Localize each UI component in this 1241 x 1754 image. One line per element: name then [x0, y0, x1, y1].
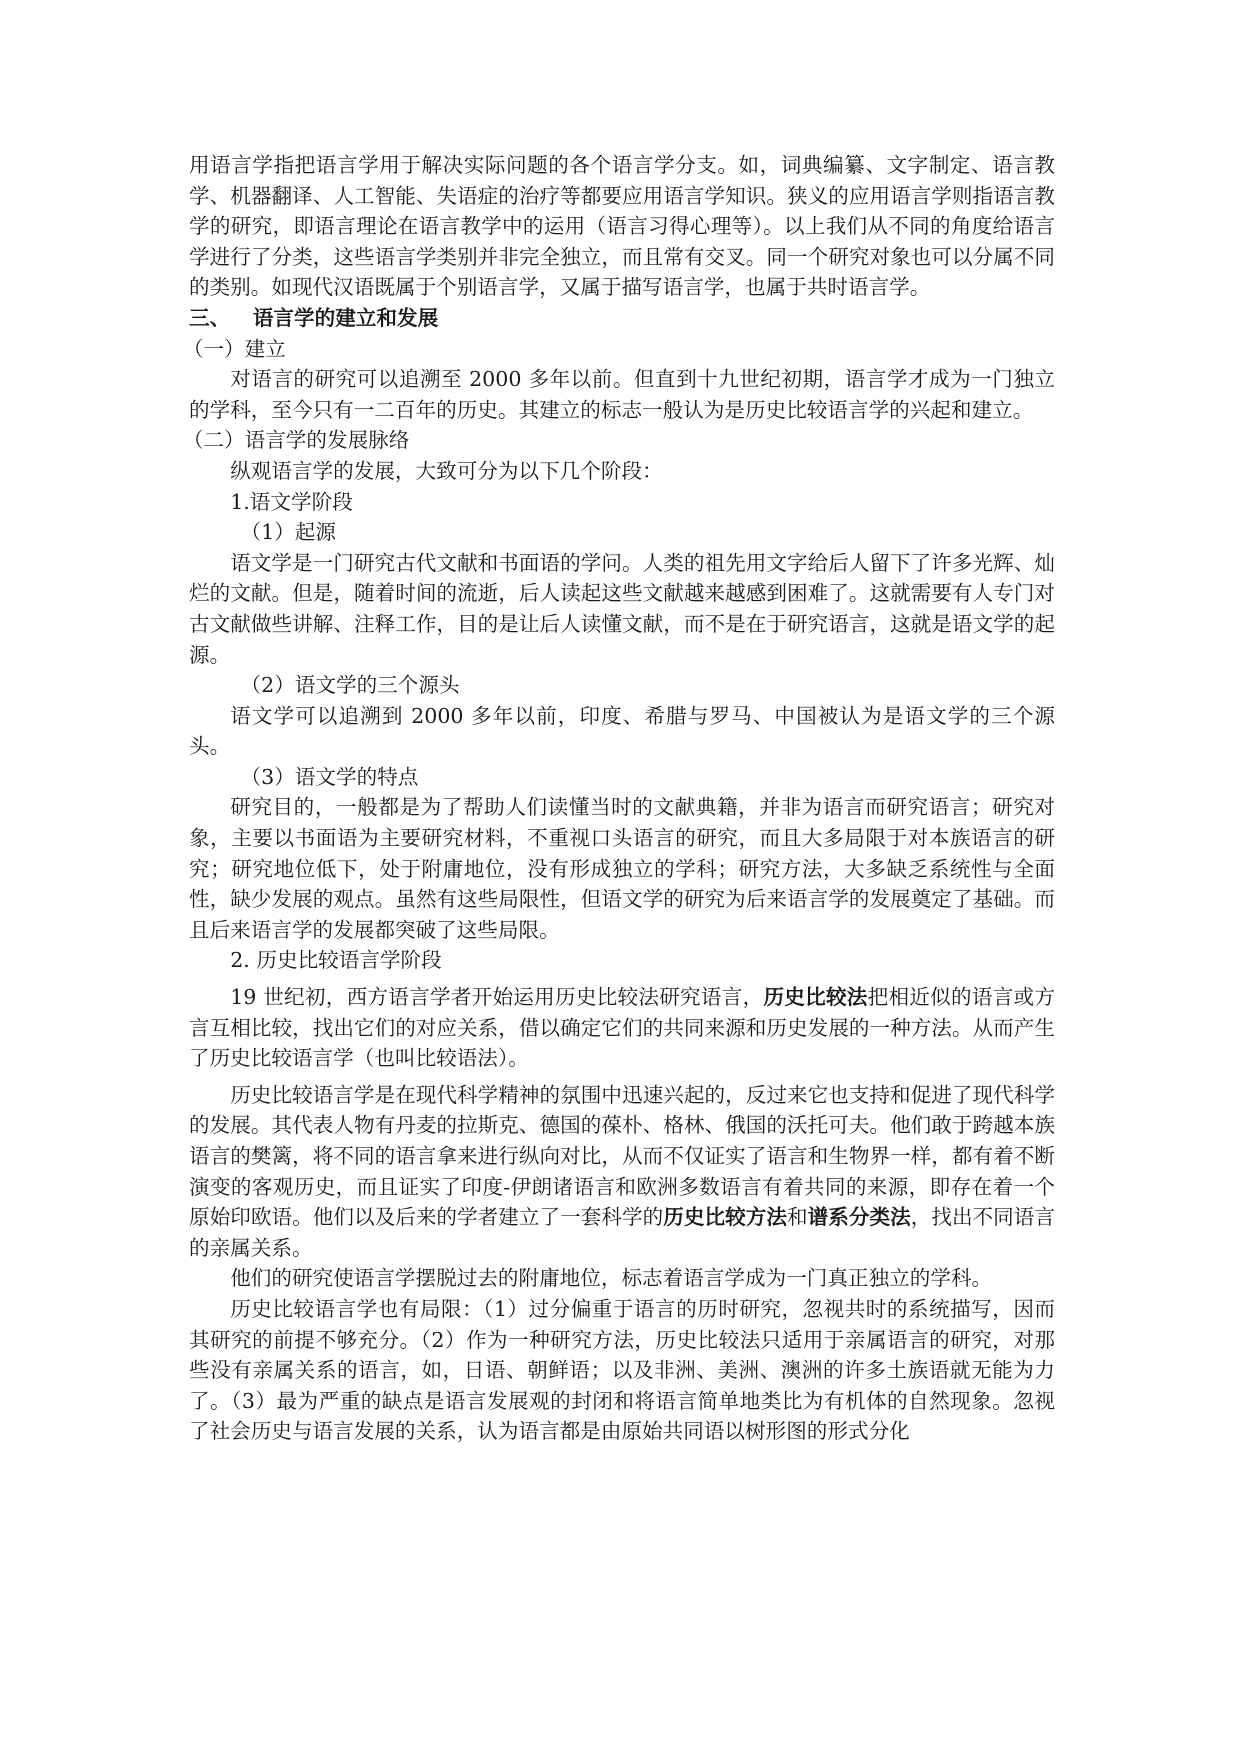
term-comparative-methods: 历史比较方法 [663, 1205, 787, 1230]
section-title: 语言学的建立和发展 [252, 305, 439, 330]
paragraph-stages-intro: 纵观语言学的发展，大致可分为以下几个阶段： [230, 458, 663, 483]
text-run: 历史比较语言学是在现代科学精神的氛围中迅速兴起的，反过来它也支持和促进了现代科学的发展。其代表人物有丹麦的拉斯克、德国的葆朴、格林、俄国的沃托可夫。他们敢于跨越本族语言的樊篱，将不同的语言拿来进行纵向对比，从而不仅证实了语言和生物界一样，都有着不断演变的客观历史，而且证实了印度-伊朗诸语言和欧洲多数语言有着共同的来源，即存在着一个原始印欧语。他们以及后来的学者建立了一套科学的 [189, 1082, 1055, 1230]
paragraph-independent-discipline: 他们的研究使语言学摆脱过去的附庸地位，标志着语言学成为一门真正独立的学科。 [230, 1266, 993, 1291]
text-run: 和 [786, 1205, 808, 1230]
subsection-development: （二）语言学的发展脉络 [182, 428, 410, 453]
text-run: 19 世纪初，西方语言学者开始运用历史比较法研究语言， [230, 985, 764, 1010]
item-origin-heading: （1）起源 [240, 520, 336, 545]
paragraph-origin: 语文学是一门研究古代文献和书面语的学问。人类的祖先用文字给后人留下了许多光辉、灿烂的文献。但是，随着时间的流逝，后人读起这些文献越来越感到困难了。这就需要有人专门对古文献做些讲解、注释工作，目的是让后人读懂文献，而不是在于研究语言，这就是语文学的起源。 [189, 550, 1055, 667]
text-run: 把相近似的语言或方言互相比较，找出它们的对应关系，借以确定它们的共同来源和历史发展的一种方法。从而产生了历史比较语言学（也叫比较语法）。 [189, 985, 1055, 1071]
paragraph-three-sources: 语文学可以追溯到 2000 多年以前，印度、希腊与罗马、中国被认为是语文学的三个源头。 [189, 703, 1055, 759]
paragraph-limitations: 历史比较语言学也有局限：（1）过分偏重于语言的历时研究，忽视共时的系统描写，因而其研究的前提不够充分。（2）作为一种研究方法，历史比较法只适用于亲属语言的研究，对那些没有亲属关系的语言，如，日语、朝鲜语；以及非洲、美洲、澳洲的许多土族语就无能为力了。（3）最为严重的缺点是语言发展观的封闭和将语言简单地类比为有机体的自然现象。忽视了社会历史与语言发展的关系，认为语言都是由原始共同语以树形图的形式分化 [189, 1296, 1055, 1444]
paragraph-comparative-method [189, 982, 1055, 1074]
paragraph-characteristics: 研究目的，一般都是为了帮助人们读懂当时的文献典籍，并非为语言而研究语言；研究对象，主要以书面语为主要研究材料，不重视口头语言的研究，而且大多局限于对本族语言的研究；研究地位低下，处于附庸地位，没有形成独立的学科；研究方法，大多缺乏系统性与全面性，缺少发展的观点。虽然有这些局限性，但语文学的研究为后来语言学的发展奠定了基础。而且后来语言学的发展都突破了这些局限。 [189, 795, 1055, 942]
stage-philology-heading: 1.语文学阶段 [230, 489, 353, 514]
item-three-sources-heading: （2）语文学的三个源头 [240, 673, 460, 698]
document-page [182, 150, 1056, 1447]
stage-historical-comparative-heading: 2. 历史比较语言学阶段 [230, 948, 442, 973]
item-characteristics-heading: （3）语文学的特点 [240, 764, 419, 789]
subsection-establishment: （一）建立 [182, 336, 286, 361]
paragraph-establishment: 对语言的研究可以追溯至 2000 多年以前。但直到十九世纪初期，语言学才成为一门独立的学科，至今只有一二百年的历史。其建立的标志一般认为是历史比较语言学的兴起和建立。 [189, 367, 1055, 422]
paragraph-applied-linguistics: 用语言学指把语言学用于解决实际问题的各个语言学分支。如，词典编纂、文字制定、语言教学、机器翻译、人工智能、失语症的治疗等都要应用语言学知识。狭义的应用语言学则指语言教学的研究，即语言理论在语言教学中的运用（语言习得心理等）。以上我们从不同的角度给语言学进行了分类，这些语言学类别并非完全独立，而且常有交叉。同一个研究对象也可以分属不同的类别。如现代汉语既属于个别语言学，又属于描写语言学，也属于共时语言学。 [189, 153, 1055, 300]
term-genealogical-classification: 谱系分类法 [807, 1205, 911, 1230]
text-run: ，找出不同语言的亲属关系。 [189, 1205, 1056, 1260]
section-number: 三、 [189, 305, 231, 330]
paragraph-representatives [189, 1080, 1055, 1264]
section-heading-3 [189, 303, 1055, 334]
term-comparative-method: 历史比较法 [763, 985, 868, 1010]
